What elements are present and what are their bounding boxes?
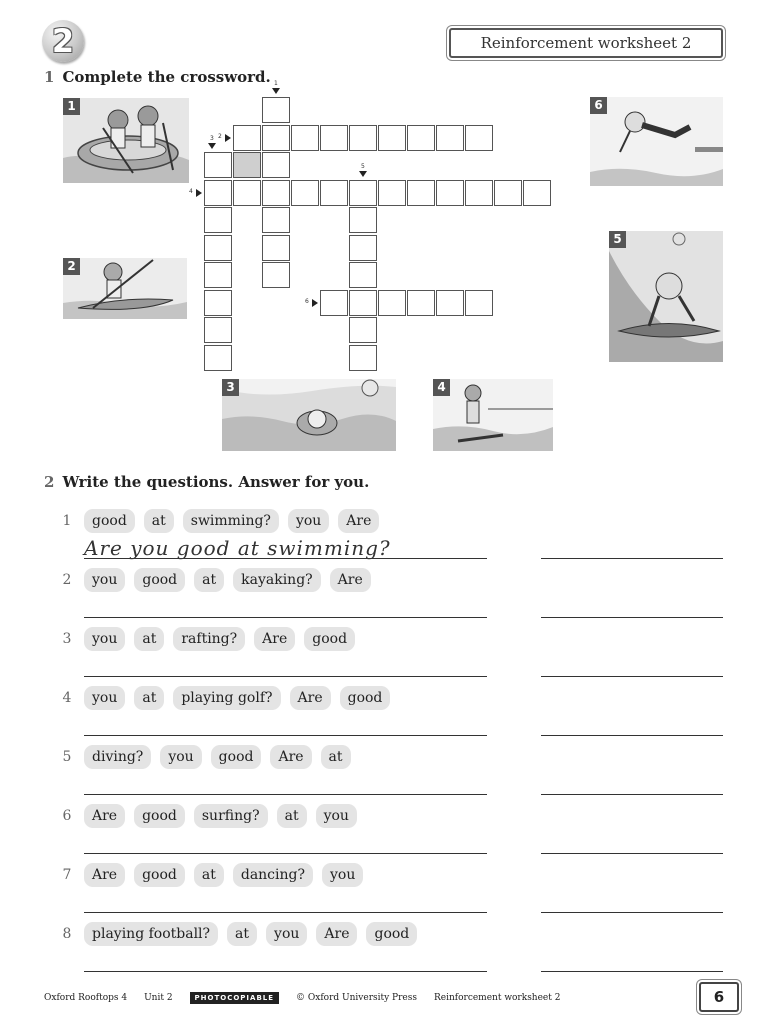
crossword-cell[interactable]	[204, 207, 232, 233]
footer-unit: Unit 2	[144, 993, 173, 1003]
question-answer-line[interactable]	[84, 794, 487, 795]
word-chip: you	[160, 745, 201, 769]
crossword-cell[interactable]	[436, 180, 464, 206]
word-chip: you	[288, 509, 329, 533]
crossword-cell[interactable]	[204, 345, 232, 371]
crossword-cell[interactable]	[204, 235, 232, 261]
word-chip: good	[304, 627, 355, 651]
page-number-box	[699, 982, 739, 1012]
crossword-cell[interactable]	[378, 125, 406, 151]
word-chip: Are	[84, 863, 125, 887]
word-chip: at	[134, 627, 164, 651]
question-answer-line[interactable]	[84, 617, 487, 618]
crossword-cell[interactable]	[262, 207, 290, 233]
word-chip: dancing?	[233, 863, 313, 887]
question-answer-line[interactable]	[84, 676, 487, 677]
crossword-cell[interactable]	[291, 125, 319, 151]
surfing-illustration	[609, 231, 723, 362]
crossword-cell[interactable]	[320, 180, 348, 206]
exercise-2-number: 2	[44, 473, 55, 491]
unit-badge	[42, 20, 84, 62]
crossword-cell[interactable]	[262, 235, 290, 261]
crossword-cell[interactable]	[407, 125, 435, 151]
crossword-cell[interactable]	[320, 290, 348, 316]
question-answer-line[interactable]	[84, 853, 487, 854]
crossword-cell[interactable]	[436, 290, 464, 316]
word-chip: Are	[290, 686, 331, 710]
word-chip: you	[84, 568, 125, 592]
picture-number: 1	[63, 98, 80, 115]
word-chip: Are	[84, 804, 125, 828]
picture-number: 5	[609, 231, 626, 248]
crossword-cell[interactable]	[465, 180, 493, 206]
personal-answer-line[interactable]	[541, 558, 723, 559]
personal-answer-line[interactable]	[541, 912, 723, 913]
exercise-2-instruction: Write the questions. Answer for you.	[62, 473, 370, 491]
clue-number: 6	[305, 297, 309, 305]
crossword-cell[interactable]	[262, 262, 290, 288]
word-chip: you	[266, 922, 307, 946]
picture-number: 6	[590, 97, 607, 114]
clue-number: 1	[274, 80, 278, 87]
crossword-cell[interactable]	[349, 235, 377, 261]
arrow-right-icon	[225, 134, 231, 142]
crossword-cell[interactable]	[204, 262, 232, 288]
crossword-cell[interactable]	[436, 125, 464, 151]
question-number: 5	[62, 749, 72, 765]
waterskiing-illustration	[433, 379, 553, 451]
word-chip: Are	[330, 568, 371, 592]
word-chip: you	[84, 627, 125, 651]
crossword-cell[interactable]	[262, 125, 290, 151]
word-chip: at	[227, 922, 257, 946]
worksheet-title-box	[449, 28, 723, 58]
crossword-cell[interactable]	[204, 180, 232, 206]
arrow-down-icon	[359, 171, 367, 177]
swimming-illustration	[222, 379, 396, 451]
rafting-illustration	[63, 98, 189, 183]
picture-number: 3	[222, 379, 239, 396]
word-chip: good	[211, 745, 262, 769]
personal-answer-line[interactable]	[541, 617, 723, 618]
question-number: 7	[62, 867, 72, 883]
photocopiable-label: PHOTOCOPIABLE	[190, 992, 279, 1004]
personal-answer-line[interactable]	[541, 853, 723, 854]
word-chip: at	[194, 863, 224, 887]
crossword-cell[interactable]	[465, 290, 493, 316]
word-chip: playing golf?	[173, 686, 280, 710]
crossword-cell[interactable]	[349, 317, 377, 343]
exercise-1-heading	[44, 68, 271, 86]
word-chip: kayaking?	[233, 568, 321, 592]
clue-number: 5	[361, 162, 365, 170]
page-number: 6	[713, 988, 725, 1006]
word-chip: you	[322, 863, 363, 887]
crossword-cell[interactable]	[262, 180, 290, 206]
crossword-cell[interactable]	[204, 152, 232, 178]
question-number: 6	[62, 808, 72, 824]
exercise-2-heading	[44, 473, 369, 491]
word-chips	[84, 568, 371, 592]
word-chip: Are	[316, 922, 357, 946]
picture-1-rafting	[63, 98, 189, 183]
exercise-1-number: 1	[44, 68, 55, 86]
unit-number: 2	[51, 22, 75, 60]
question-number: 8	[62, 926, 72, 942]
crossword-cell[interactable]	[204, 290, 232, 316]
word-chip: at	[194, 568, 224, 592]
clue-number: 3	[210, 135, 214, 142]
crossword-cell[interactable]	[320, 125, 348, 151]
crossword-cell[interactable]	[494, 180, 522, 206]
personal-answer-line[interactable]	[541, 735, 723, 736]
word-chip: at	[277, 804, 307, 828]
question-answer-line[interactable]	[84, 735, 487, 736]
word-chip: at	[144, 509, 174, 533]
arrow-right-icon	[196, 189, 202, 197]
word-chip: diving?	[84, 745, 151, 769]
word-chips	[84, 745, 351, 769]
word-chips	[84, 627, 355, 651]
crossword-cell[interactable]	[407, 290, 435, 316]
word-chip: good	[366, 922, 417, 946]
question-number: 4	[62, 690, 72, 706]
arrow-right-icon	[312, 299, 318, 307]
word-chips	[84, 686, 390, 710]
crossword-cell[interactable]	[233, 152, 261, 178]
word-chips	[84, 863, 363, 887]
word-chip: good	[134, 863, 185, 887]
crossword-cell[interactable]	[291, 180, 319, 206]
word-chip: you	[316, 804, 357, 828]
word-chip: rafting?	[173, 627, 245, 651]
word-chip: good	[84, 509, 135, 533]
word-chip: Are	[338, 509, 379, 533]
word-chip: good	[340, 686, 391, 710]
arrow-down-icon	[208, 143, 216, 149]
clue-number: 2	[218, 132, 222, 140]
word-chips	[84, 922, 417, 946]
crossword-cell[interactable]	[349, 345, 377, 371]
picture-2-kayaking	[63, 258, 187, 319]
crossword-cell[interactable]	[262, 152, 290, 178]
picture-3-swimming	[222, 379, 396, 451]
crossword-cell[interactable]	[465, 125, 493, 151]
personal-answer-line[interactable]	[541, 971, 723, 972]
crossword-cell[interactable]	[349, 262, 377, 288]
word-chips	[84, 509, 379, 533]
crossword-cell[interactable]	[523, 180, 551, 206]
word-chip: swimming?	[183, 509, 279, 533]
question-answer-line[interactable]	[84, 912, 487, 913]
picture-6-diving	[590, 97, 723, 186]
word-chip: surfing?	[194, 804, 268, 828]
word-chip: Are	[270, 745, 311, 769]
word-chip: playing football?	[84, 922, 218, 946]
crossword-cell[interactable]	[233, 180, 261, 206]
crossword-cell[interactable]	[233, 125, 261, 151]
example-answer: Are you good at swimming?	[84, 536, 391, 560]
word-chip: at	[134, 686, 164, 710]
personal-answer-line[interactable]	[541, 676, 723, 677]
personal-answer-line[interactable]	[541, 794, 723, 795]
arrow-down-icon	[272, 88, 280, 94]
word-chip: at	[321, 745, 351, 769]
kayaking-illustration	[63, 258, 187, 319]
footer	[44, 992, 577, 1004]
word-chip: good	[134, 568, 185, 592]
exercise-1-instruction: Complete the crossword.	[62, 68, 271, 86]
word-chip: Are	[254, 627, 295, 651]
diving-illustration	[590, 97, 723, 186]
crossword-cell[interactable]	[204, 317, 232, 343]
worksheet-title: Reinforcement worksheet 2	[480, 34, 692, 52]
word-chip: you	[84, 686, 125, 710]
crossword-cell[interactable]	[262, 97, 290, 123]
clue-number: 4	[189, 187, 193, 195]
question-number: 2	[62, 572, 72, 588]
crossword-cell[interactable]	[378, 290, 406, 316]
question-number: 3	[62, 631, 72, 647]
crossword-cell[interactable]	[349, 125, 377, 151]
crossword-cell[interactable]	[407, 180, 435, 206]
footer-book: Oxford Rooftops 4	[44, 993, 128, 1003]
picture-4-waterskiing	[433, 379, 553, 451]
question-answer-line[interactable]	[84, 971, 487, 972]
word-chip: good	[134, 804, 185, 828]
word-chips	[84, 804, 357, 828]
footer-worksheet: Reinforcement worksheet 2	[433, 993, 561, 1003]
picture-number: 4	[433, 379, 450, 396]
footer-copyright: © Oxford University Press	[296, 993, 417, 1003]
crossword-cell[interactable]	[378, 180, 406, 206]
picture-5-surfing	[609, 231, 723, 362]
question-number: 1	[62, 513, 72, 529]
crossword-cell[interactable]	[349, 290, 377, 316]
picture-number: 2	[63, 258, 80, 275]
crossword-cell[interactable]	[349, 180, 377, 206]
crossword-cell[interactable]	[349, 207, 377, 233]
